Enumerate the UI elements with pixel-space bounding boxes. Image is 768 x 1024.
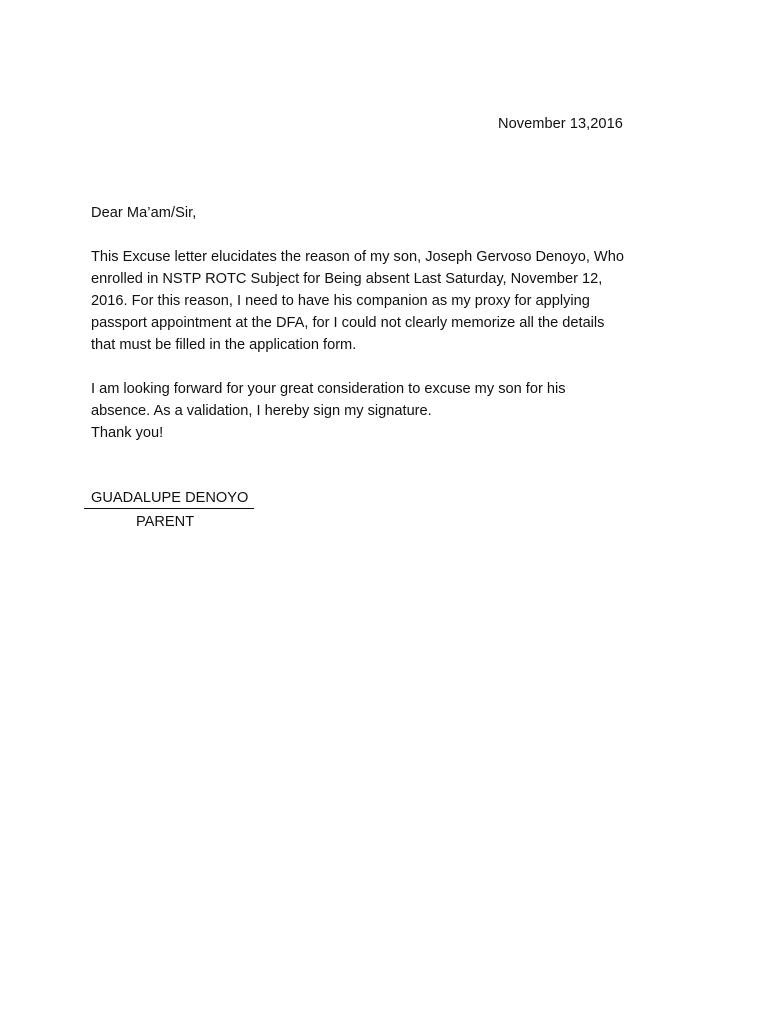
paragraph-line: I am looking forward for your great consideration to excuse my son for his [91,381,566,397]
salutation: Dear Ma’am/Sir, [91,205,197,221]
paragraph-line: 2016. For this reason, I need to have his companion as my proxy for applying [91,293,590,309]
body-paragraph-2 [91,378,566,444]
paragraph-line: This Excuse letter elucidates the reason of my son, Joseph Gervoso Denoyo, Who [91,249,624,265]
paragraph-line: enrolled in NSTP ROTC Subject for Being absent Last Saturday, November 12, [91,271,603,287]
body-paragraph-1 [91,246,624,356]
paragraph-line: that must be filled in the application form. [91,337,357,353]
closing-line: Thank you! [91,425,164,441]
paragraph-line: passport appointment at the DFA, for I could not clearly memorize all the details [91,315,605,331]
signatory-title: PARENT [136,514,195,530]
signatory-name: GUADALUPE DENOYO [91,490,249,506]
letter-date: November 13,2016 [498,116,623,132]
signature-line [84,508,254,509]
paragraph-line: absence. As a validation, I hereby sign my signature. [91,403,432,419]
